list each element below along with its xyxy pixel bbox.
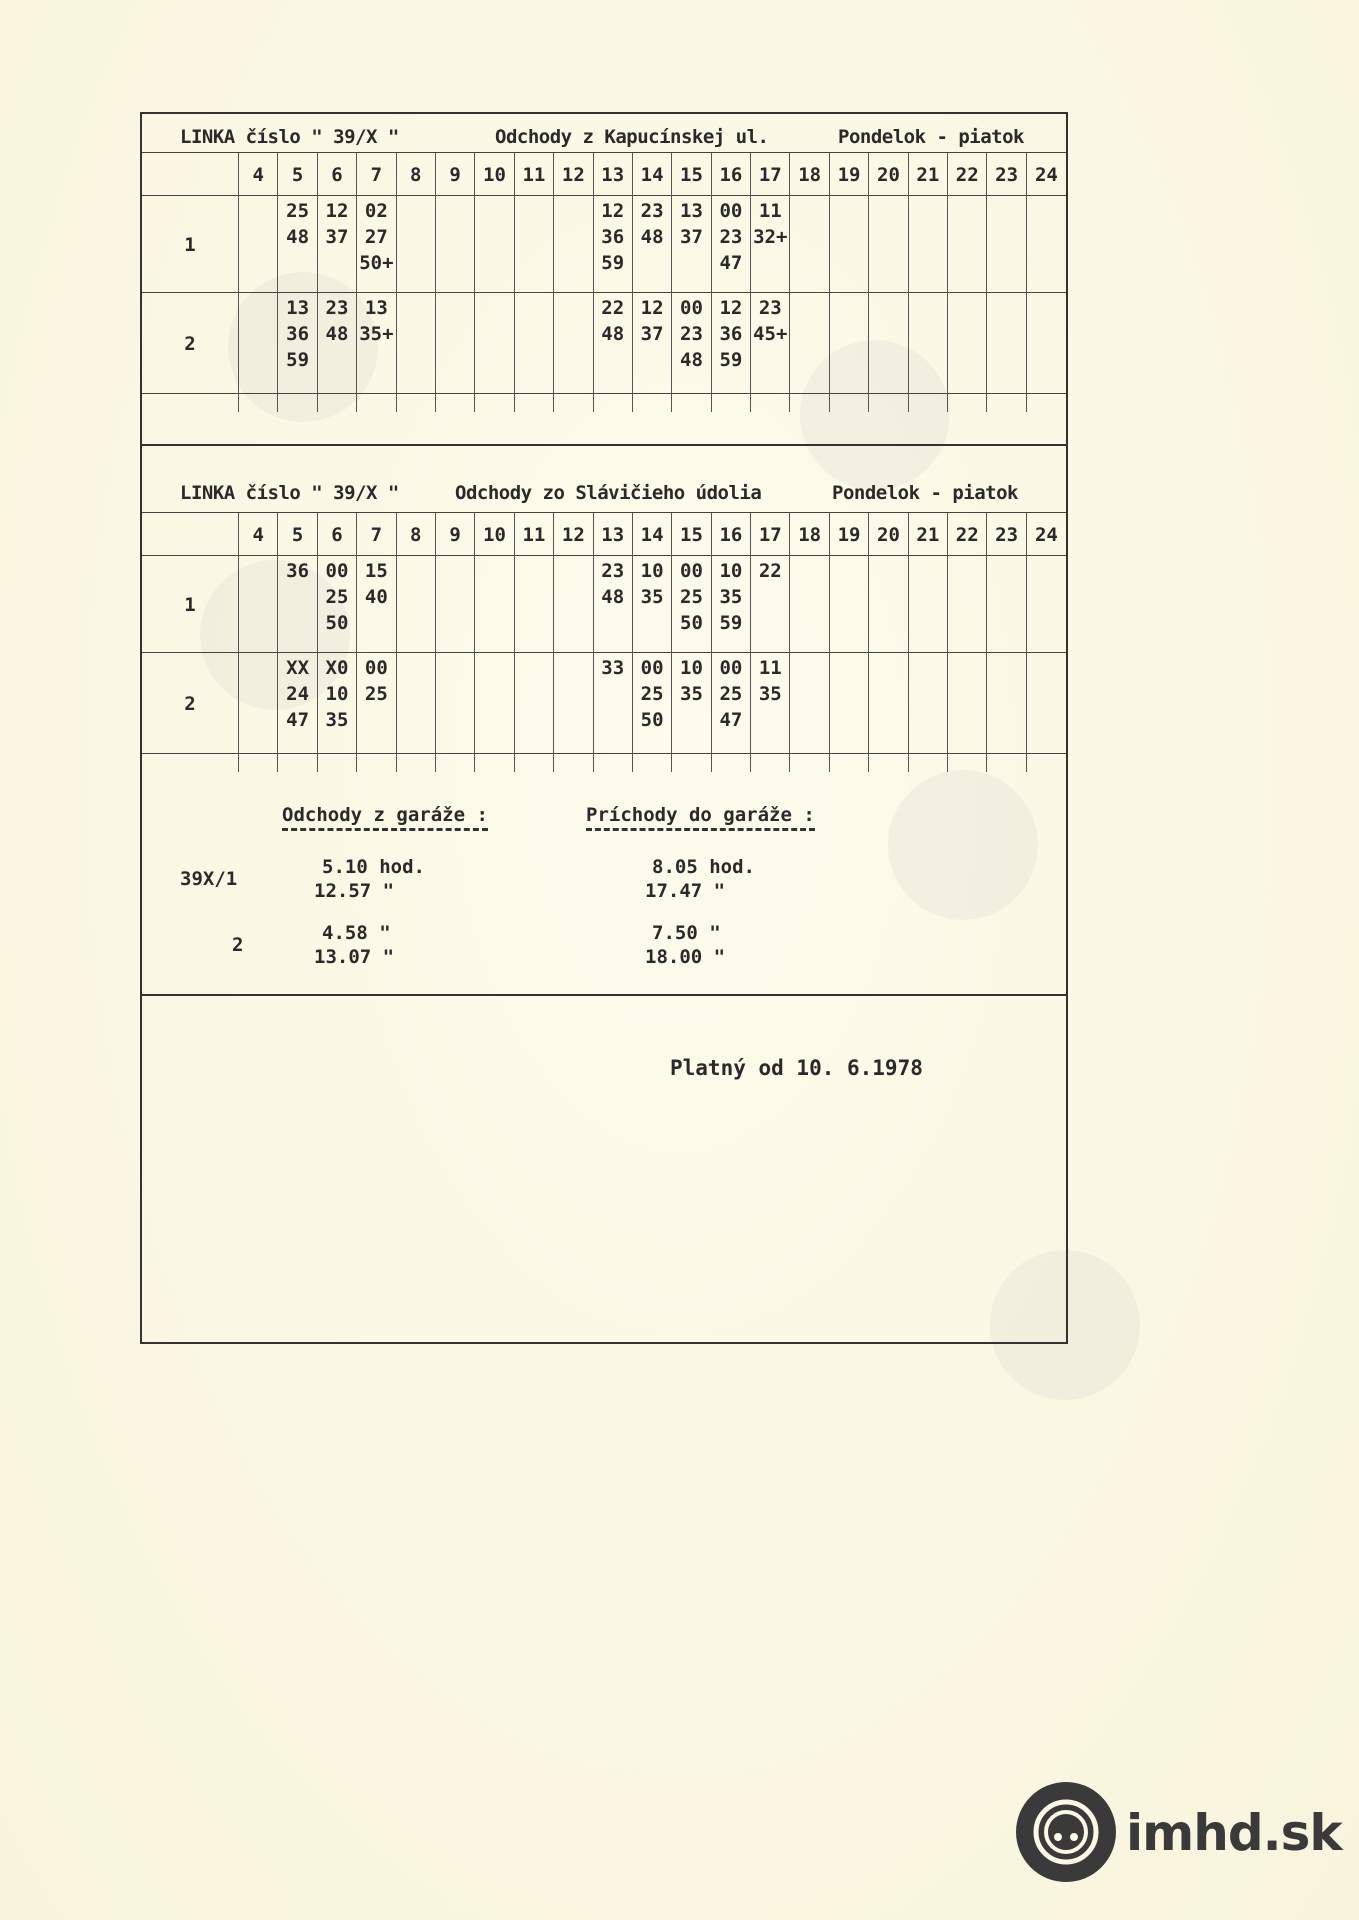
- hour-header: 18: [790, 513, 829, 556]
- course-number: 2: [142, 653, 239, 754]
- line-label: LINKA číslo " 39/X ": [180, 126, 399, 148]
- course-number: 1: [142, 556, 239, 653]
- minute-value: 47: [286, 709, 310, 731]
- minutes-cell: [751, 653, 790, 754]
- garage-dep-time: 12.57 ": [314, 880, 395, 902]
- minute-value: 36: [601, 226, 625, 248]
- minute-value: 47: [719, 252, 743, 274]
- row-label-header: [142, 153, 239, 196]
- table-row: [142, 653, 1066, 754]
- hour-header: 10: [475, 513, 514, 556]
- minutes-cell: [239, 293, 278, 394]
- minutes-cell: [554, 653, 593, 754]
- minutes-cell: [435, 293, 474, 394]
- minutes-cell: [908, 653, 947, 754]
- minute-value: 59: [286, 349, 310, 371]
- hour-header: 23: [987, 513, 1026, 556]
- minutes-cell: [948, 196, 987, 293]
- valid-from: Platný od 10. 6.1978: [670, 1056, 923, 1080]
- minutes-cell: [908, 293, 947, 394]
- hour-header: 14: [632, 513, 671, 556]
- minutes-cell: [948, 556, 987, 653]
- minutes-cell: [593, 293, 632, 394]
- minute-value: 47: [719, 709, 743, 731]
- minute-value: XX: [286, 657, 310, 679]
- minutes-cell: [632, 293, 671, 394]
- logo-text: imhd.sk: [1126, 1804, 1342, 1862]
- hour-header: 23: [987, 153, 1026, 196]
- hour-header: 18: [790, 153, 829, 196]
- minute-value: 37: [680, 226, 703, 248]
- minutes-cell: [790, 293, 829, 394]
- minutes-cell: [475, 293, 514, 394]
- minutes-cell: [790, 556, 829, 653]
- minutes-cell: [239, 556, 278, 653]
- minute-value: 59: [601, 252, 625, 274]
- minute-value: 48: [286, 226, 310, 248]
- minutes-cell: [278, 653, 317, 754]
- minutes-cell: [317, 196, 356, 293]
- minutes-cell: [751, 293, 790, 394]
- hour-header: 11: [514, 153, 553, 196]
- minutes-cell: [475, 196, 514, 293]
- minute-value: 48: [601, 586, 625, 608]
- minute-value: 33: [601, 657, 625, 679]
- hour-header: 20: [869, 153, 908, 196]
- minute-value: 10: [680, 657, 703, 679]
- hour-header: 12: [554, 153, 593, 196]
- minute-value: 22: [758, 560, 782, 582]
- minute-value: 23: [601, 560, 625, 582]
- minutes-cell: [554, 556, 593, 653]
- hour-header: 17: [751, 153, 790, 196]
- minutes-cell: [672, 653, 711, 754]
- minute-value: 48: [325, 323, 349, 345]
- minute-value: 12: [325, 200, 349, 222]
- hour-header: 22: [948, 153, 987, 196]
- minute-value: 00: [680, 560, 703, 582]
- timetable-grid: [142, 512, 1066, 772]
- days-label: Pondelok - piatok: [838, 126, 1024, 148]
- minutes-cell: [987, 293, 1026, 394]
- minute-value: 23: [719, 226, 743, 248]
- hour-header: 19: [829, 513, 868, 556]
- hour-header: 16: [711, 513, 750, 556]
- minutes-cell: [239, 653, 278, 754]
- minute-value: 36: [719, 323, 743, 345]
- minute-value: 25: [364, 683, 388, 705]
- garage-dep-time: 5.10 hod.: [322, 856, 425, 878]
- minutes-cell: [948, 653, 987, 754]
- garage-arr-time: 7.50 ": [652, 922, 721, 944]
- minutes-cell: [396, 653, 435, 754]
- minute-value: 59: [719, 349, 743, 371]
- garage-arr-time: 8.05 hod.: [652, 856, 755, 878]
- minute-value: 13: [364, 297, 388, 319]
- table-footer-row: [142, 754, 1066, 773]
- hour-header: 7: [357, 513, 396, 556]
- section-header: [142, 444, 1066, 504]
- hour-header: 6: [317, 513, 356, 556]
- minutes-cell: [593, 556, 632, 653]
- minute-value: 45+: [753, 323, 788, 345]
- minute-value: 37: [640, 323, 664, 345]
- minute-value: 13: [286, 297, 310, 319]
- hour-header: 21: [908, 153, 947, 196]
- hour-header: 20: [869, 513, 908, 556]
- course-number: 1: [142, 196, 239, 293]
- row-label-header: [142, 513, 239, 556]
- minutes-cell: [672, 556, 711, 653]
- minutes-cell: [554, 196, 593, 293]
- hour-header: 9: [435, 513, 474, 556]
- minutes-cell: [987, 556, 1026, 653]
- minute-value: 12: [601, 200, 625, 222]
- hour-header: 5: [278, 153, 317, 196]
- hour-header: 6: [317, 153, 356, 196]
- minutes-cell: [435, 196, 474, 293]
- minutes-cell: [514, 196, 553, 293]
- minute-value: 59: [719, 612, 743, 634]
- minutes-cell: [514, 293, 553, 394]
- minutes-cell: [396, 293, 435, 394]
- minute-value: 23: [758, 297, 782, 319]
- minutes-cell: [869, 653, 908, 754]
- minute-value: 00: [719, 657, 743, 679]
- minutes-cell: [317, 556, 356, 653]
- imhd-logo: [1016, 1780, 1342, 1890]
- minute-value: 50: [640, 709, 664, 731]
- minute-value: 25: [680, 586, 703, 608]
- minute-value: 00: [719, 200, 743, 222]
- minutes-cell: [357, 293, 396, 394]
- minutes-cell: [632, 556, 671, 653]
- minutes-cell: [829, 556, 868, 653]
- direction-label: Odchody z Kapucínskej ul.: [495, 126, 769, 148]
- minutes-cell: [593, 653, 632, 754]
- minutes-cell: [475, 556, 514, 653]
- minute-value: 23: [325, 297, 349, 319]
- minute-value: 25: [286, 200, 310, 222]
- minute-value: 35: [758, 683, 782, 705]
- minute-value: 36: [286, 560, 310, 582]
- hour-header: 8: [396, 153, 435, 196]
- minute-value: 00: [680, 297, 703, 319]
- hour-header: 22: [948, 513, 987, 556]
- minute-value: 24: [286, 683, 310, 705]
- minutes-cell: [672, 196, 711, 293]
- minutes-cell: [357, 196, 396, 293]
- minutes-cell: [790, 196, 829, 293]
- hour-header: 7: [357, 153, 396, 196]
- table-row: [142, 293, 1066, 394]
- hour-header: 5: [278, 513, 317, 556]
- minute-value: 13: [680, 200, 703, 222]
- hour-header: 13: [593, 513, 632, 556]
- minute-value: 37: [325, 226, 349, 248]
- minutes-cell: [829, 653, 868, 754]
- minutes-cell: [435, 653, 474, 754]
- minute-value: 25: [640, 683, 664, 705]
- minutes-cell: [396, 196, 435, 293]
- minutes-cell: [869, 293, 908, 394]
- minute-value: 40: [364, 586, 388, 608]
- minute-value: 22: [601, 297, 625, 319]
- minutes-cell: [869, 556, 908, 653]
- hour-header: 24: [1026, 153, 1066, 196]
- hour-header: 17: [751, 513, 790, 556]
- garage-departures-title: Odchody z garáže :: [282, 804, 488, 831]
- minutes-cell: [711, 653, 750, 754]
- minutes-cell: [278, 556, 317, 653]
- minute-value: 27: [364, 226, 388, 248]
- minute-value: 00: [364, 657, 388, 679]
- minutes-cell: [711, 293, 750, 394]
- course-number: 2: [142, 293, 239, 394]
- line-label: LINKA číslo " 39/X ": [180, 482, 399, 504]
- minutes-cell: [751, 556, 790, 653]
- hour-header: 21: [908, 513, 947, 556]
- garage-dep-time: 13.07 ": [314, 946, 395, 968]
- hour-header: 4: [239, 153, 278, 196]
- minutes-cell: [239, 196, 278, 293]
- minutes-cell: [396, 556, 435, 653]
- minute-value: 00: [640, 657, 664, 679]
- minutes-cell: [1026, 196, 1066, 293]
- garage-arr-time: 18.00 ": [645, 946, 726, 968]
- minute-value: 25: [719, 683, 743, 705]
- minute-value: 12: [640, 297, 664, 319]
- minutes-cell: [554, 293, 593, 394]
- direction-label: Odchody zo Slávičieho údolia: [455, 482, 762, 504]
- minutes-cell: [357, 556, 396, 653]
- minute-value: 11: [758, 657, 782, 679]
- minute-value: 35+: [359, 323, 394, 345]
- garage-arrivals-title: Príchody do garáže :: [586, 804, 815, 831]
- minute-value: 35: [719, 586, 743, 608]
- minute-value: X0: [325, 657, 349, 679]
- minutes-cell: [711, 556, 750, 653]
- minute-value: 23: [640, 200, 664, 222]
- minute-value: 10: [719, 560, 743, 582]
- garage-dep-time: 4.58 ": [322, 922, 391, 944]
- minute-value: 23: [680, 323, 703, 345]
- minutes-cell: [435, 556, 474, 653]
- minute-value: 35: [325, 709, 349, 731]
- minute-value: 48: [680, 349, 703, 371]
- hour-header: 4: [239, 513, 278, 556]
- hour-header: 8: [396, 513, 435, 556]
- minutes-cell: [948, 293, 987, 394]
- minute-value: 35: [640, 586, 664, 608]
- imhd-logo-icon: [1016, 1782, 1116, 1882]
- minutes-cell: [829, 293, 868, 394]
- minute-value: 11: [758, 200, 782, 222]
- minutes-cell: [987, 653, 1026, 754]
- table-row: [142, 556, 1066, 653]
- minutes-cell: [475, 653, 514, 754]
- timetable-frame: [140, 112, 1068, 1344]
- minutes-cell: [593, 196, 632, 293]
- garage-row-label: 39X/1: [180, 868, 238, 890]
- minutes-cell: [711, 196, 750, 293]
- minutes-cell: [1026, 556, 1066, 653]
- minutes-cell: [357, 653, 396, 754]
- section-header: [142, 114, 1066, 152]
- minutes-cell: [317, 293, 356, 394]
- minute-value: 48: [640, 226, 664, 248]
- minutes-cell: [632, 653, 671, 754]
- garage-arr-time: 17.47 ": [645, 880, 726, 902]
- hour-header: 24: [1026, 513, 1066, 556]
- minute-value: 48: [601, 323, 625, 345]
- minute-value: 25: [325, 586, 349, 608]
- minutes-cell: [869, 196, 908, 293]
- minute-value: 32+: [753, 226, 788, 248]
- timetable-grid: [142, 152, 1066, 412]
- minute-value: 02: [364, 200, 388, 222]
- minute-value: 50: [325, 612, 349, 634]
- hour-header: 16: [711, 153, 750, 196]
- minutes-cell: [514, 556, 553, 653]
- hour-header: 13: [593, 153, 632, 196]
- table-row: [142, 196, 1066, 293]
- minutes-cell: [1026, 653, 1066, 754]
- minute-value: 35: [680, 683, 703, 705]
- table-footer-row: [142, 394, 1066, 413]
- hour-header: 11: [514, 513, 553, 556]
- minute-value: 50: [680, 612, 703, 634]
- days-label: Pondelok - piatok: [832, 482, 1018, 504]
- minutes-cell: [908, 556, 947, 653]
- minutes-cell: [278, 293, 317, 394]
- minute-value: 12: [719, 297, 743, 319]
- minutes-cell: [632, 196, 671, 293]
- minutes-cell: [514, 653, 553, 754]
- minutes-cell: [278, 196, 317, 293]
- minute-value: 00: [325, 560, 349, 582]
- hour-header: 12: [554, 513, 593, 556]
- minutes-cell: [1026, 293, 1066, 394]
- divider: [142, 994, 1066, 996]
- hour-header: 9: [435, 153, 474, 196]
- hour-header: 15: [672, 153, 711, 196]
- minutes-cell: [790, 653, 829, 754]
- minutes-cell: [908, 196, 947, 293]
- minute-value: 10: [640, 560, 664, 582]
- minutes-cell: [987, 196, 1026, 293]
- minutes-cell: [751, 196, 790, 293]
- garage-row-label: 2: [232, 934, 244, 956]
- hour-header: 14: [632, 153, 671, 196]
- minute-value: 15: [364, 560, 388, 582]
- minute-value: 36: [286, 323, 310, 345]
- hour-header: 10: [475, 153, 514, 196]
- minutes-cell: [317, 653, 356, 754]
- minute-value: 10: [325, 683, 349, 705]
- minutes-cell: [829, 196, 868, 293]
- minute-value: 50+: [359, 252, 394, 274]
- hour-header: 19: [829, 153, 868, 196]
- hour-header: 15: [672, 513, 711, 556]
- minutes-cell: [672, 293, 711, 394]
